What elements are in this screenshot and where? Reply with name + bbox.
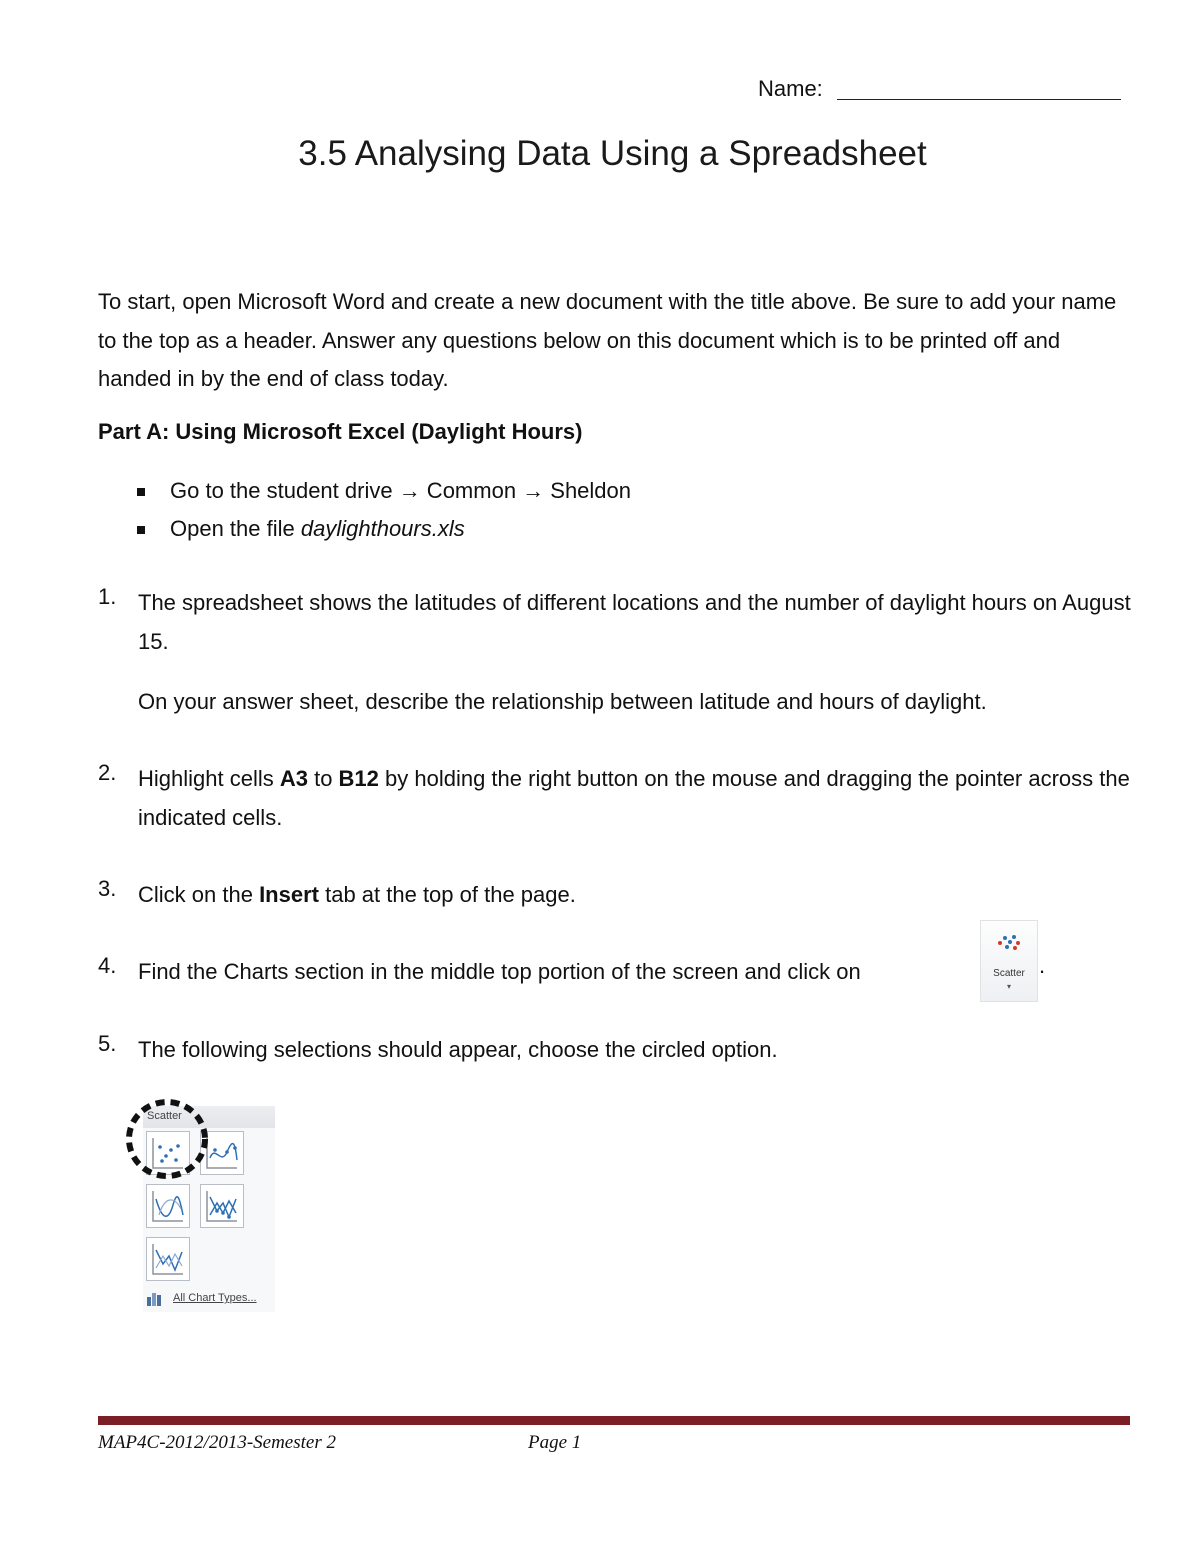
step-text: Click on the Insert tab at the top of the page. (138, 882, 576, 907)
step-subtext: On your answer sheet, describe the relationship between latitude and hours of daylight. (138, 689, 987, 714)
all-chart-types-icon (146, 1291, 164, 1307)
footer-page-number: Page 1 (528, 1432, 582, 1453)
bullet-prefix: Open the file (170, 516, 301, 541)
scatter-button-label: Scatter (993, 968, 1025, 979)
bullet-text (170, 516, 465, 542)
step-number: 4. (98, 953, 117, 978)
straight-lines-markers-icon (201, 1185, 243, 1227)
step-text-end: . (1039, 953, 1046, 978)
name-underline (837, 79, 1121, 100)
scatter-menu-header: Scatter (143, 1106, 275, 1128)
smooth-lines-icon (147, 1185, 189, 1227)
scatter-smooth-lines-option[interactable] (146, 1184, 190, 1228)
page-title: 3.5 Analysing Data Using a Spreadsheet (298, 134, 927, 173)
step-number: 2. (98, 760, 117, 785)
scatter-icon (981, 921, 1037, 965)
scatter-straight-lines-markers-option[interactable] (200, 1184, 244, 1228)
part-a-heading: Part A: Using Microsoft Excel (Daylight Hours) (98, 419, 583, 444)
intro-paragraph: To start, open Microsoft Word and create a new document with the title above. Be sure to add your name to the top as a header. Answer any questions below on this document which is to be printed off and handed in by the end of class today. (98, 289, 1117, 391)
bullet-marker (137, 526, 145, 534)
selection-circle (122, 1096, 212, 1182)
name-field (758, 76, 1121, 102)
bullet-text: Go to the student drive → Common → Sheldon (170, 478, 632, 503)
cell-ref: B12 (338, 766, 379, 791)
step-number: 5. (98, 1031, 117, 1056)
scatter-straight-lines-option[interactable] (146, 1237, 190, 1281)
step-text: Find the Charts section in the middle top portion of the screen and click on (138, 959, 861, 984)
all-chart-types-link[interactable]: All Chart Types... (173, 1292, 257, 1304)
footer-course: MAP4C-2012/2013-Semester 2 (98, 1432, 336, 1453)
footer-bar (98, 1416, 1130, 1425)
insert-tab-ref: Insert (259, 882, 319, 907)
chevron-down-icon: ▾ (1006, 982, 1011, 991)
step-text: Highlight cells A3 to B12 by holding the right button on the mouse and dragging the pointer across the indicated cells. (138, 766, 1130, 830)
name-label: Name: (758, 76, 823, 101)
cell-ref: A3 (279, 766, 308, 791)
straight-lines-icon (147, 1238, 189, 1280)
step-number: 3. (98, 876, 117, 901)
step-text: The spreadsheet shows the latitudes of different locations and the number of daylight hours on August 15. (138, 590, 1131, 654)
step-number: 1. (98, 584, 117, 609)
scatter-chart-button[interactable] (980, 920, 1038, 1002)
step-text: The following selections should appear, choose the circled option. (138, 1037, 778, 1062)
bullet-marker (137, 488, 145, 496)
file-name: daylighthours.xls (300, 516, 465, 541)
